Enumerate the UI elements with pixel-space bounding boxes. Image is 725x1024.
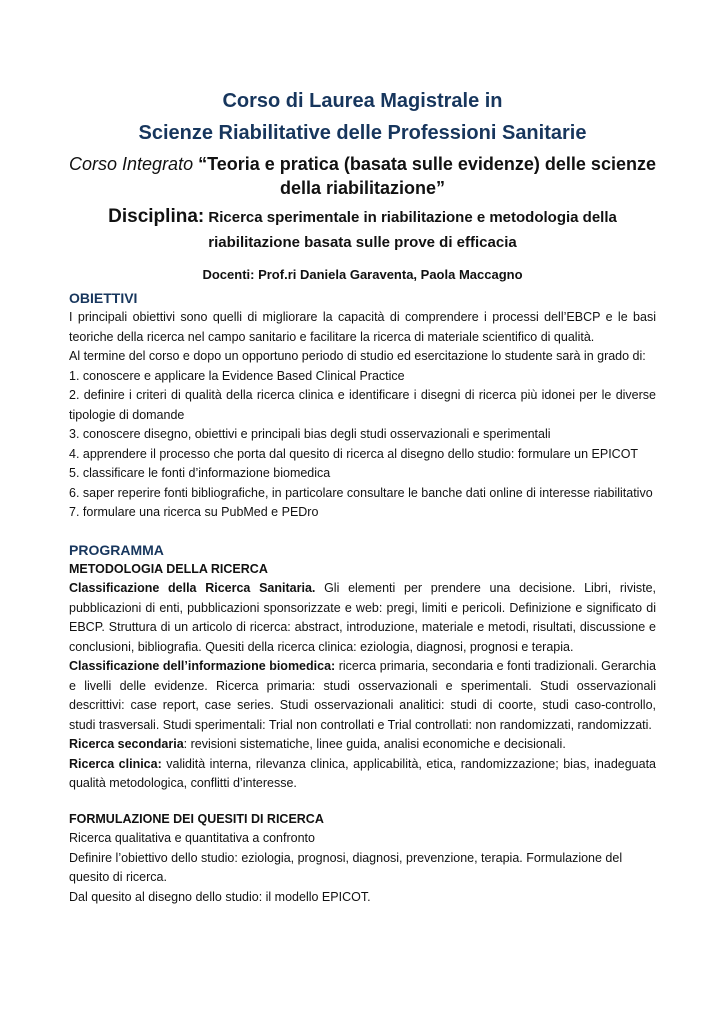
course-name-line-2: della riabilitazione” xyxy=(279,178,446,198)
objective-item: 1. conoscere e applicare la Evidence Based Clinical Practice xyxy=(69,368,405,383)
spacer xyxy=(69,523,656,540)
subsection-title: FORMULAZIONE DEI QUESITI DI RICERCA xyxy=(69,811,324,826)
section-title-programma: PROGRAMMA xyxy=(69,541,164,558)
paragraph-text: validità interna, rilevanza clinica, applicabilità, etica, randomizzazione; bias, inadeguata qualità metodologica, conflitti d’interesse. xyxy=(69,756,657,790)
program-line: Ricerca qualitativa e quantitativa a confronto xyxy=(69,831,315,845)
program-paragraph xyxy=(69,755,656,794)
subsection-title: METODOLOGIA DELLA RICERCA xyxy=(69,561,268,576)
obiettivi-intro: I principali obiettivi sono quelli di migliorare la capacità di comprendere i processi dell’EBCP e le basi teoriche della ricerca nel campo sanitario e facilitare la ricerca di materiale scientifico di qualità. xyxy=(69,310,656,344)
discipline-line-1: Ricerca sperimentale in riabilitazione e metodologia della xyxy=(208,209,617,226)
paragraph-heading: Classificazione dell’informazione biomedica: xyxy=(69,659,336,673)
document-header xyxy=(0,85,725,282)
course-prefix: Corso Integrato xyxy=(69,154,194,174)
program-line: Definire l’obiettivo dello studio: eziologia, prognosi, diagnosi, prevenzione, terapia. Formulazione del quesito di ricerca. xyxy=(69,850,623,884)
paragraph-text: : revisioni sistematiche, linee guida, analisi economiche e decisionali. xyxy=(183,737,566,751)
objective-item: 2. definire i criteri di qualità della ricerca clinica e identificare i disegni di ricerca più idonei per le diverse tipologie di domande xyxy=(69,388,656,422)
objective-item: 3. conoscere disegno, obiettivi e principali bias degli studi osservazionali e sperimentali xyxy=(69,427,551,441)
spacer xyxy=(69,794,656,810)
course-title xyxy=(0,152,725,200)
program-paragraph xyxy=(69,735,656,755)
section-title-obiettivi: OBIETTIVI xyxy=(69,290,138,306)
objective-item: 7. formulare una ricerca su PubMed e PEDro xyxy=(69,505,319,519)
program-line: Dal quesito al disegno dello studio: il modello EPICOT. xyxy=(69,889,371,904)
paragraph-heading: Ricerca clinica: xyxy=(69,756,162,771)
document-body xyxy=(69,288,656,907)
objective-item: 6. saper reperire fonti bibliografiche, in particolare consultare le banche dati online di interesse riabilitativo xyxy=(69,485,653,500)
discipline-label: Disciplina: xyxy=(108,206,205,227)
paragraph-heading: Classificazione della Ricerca Sanitaria. xyxy=(69,581,316,595)
program-paragraph xyxy=(69,657,656,735)
course-name-line-1: “Teoria e pratica (basata sulle evidenze) delle scienze xyxy=(198,154,656,174)
paragraph-text: Gli elementi per prendere una decisione. Libri, riviste, pubblicazioni di enti, pubblicazioni sponsorizzate e web: pregi, limiti e pericoli. Definizione e significato di EBCP. Struttura di un articolo di ricerca: abstract, introduzione, materiale e metodi, risultati, discussione e conclusioni, bibliografia. Quesiti della ricerca clinica: eziologia, diagnosi, prognosi e terapia. xyxy=(69,581,656,654)
title-line-2: Scienze Riabilitative delle Professioni Sanitarie xyxy=(138,122,587,144)
paragraph-heading: Ricerca secondaria xyxy=(69,737,184,751)
paragraph-text: ricerca primaria, secondaria e fonti tradizionali. Gerarchia e livelli delle evidenze. Ricerca primaria: studi osservazionali e sperimentali. Studi osservazionali descrittivi: case report, case series. Studi osservazionali analitici: studi di coorte, studi caso-controllo, studi trasversali. Studi sperimentali: Trial non controllati e Trial controllati: non randomizzati, randomizzati. xyxy=(69,659,656,732)
title-line-1: Corso di Laurea Magistrale in xyxy=(222,90,503,112)
discipline xyxy=(0,204,725,255)
program-paragraph xyxy=(69,579,656,657)
objective-item: 4. apprendere il processo che porta dal quesito di ricerca al disegno dello studio: formulare un EPICOT xyxy=(69,446,639,461)
objective-item: 5. classificare le fonti d’informazione biomedica xyxy=(69,466,331,480)
obiettivi-lead: Al termine del corso e dopo un opportuno periodo di studio ed esercitazione lo studente sarà in grado di: xyxy=(69,349,646,363)
teachers: Docenti: Prof.ri Daniela Garaventa, Paola Maccagno xyxy=(202,267,523,282)
discipline-line-2: riabilitazione basata sulle prove di efficacia xyxy=(208,234,517,251)
